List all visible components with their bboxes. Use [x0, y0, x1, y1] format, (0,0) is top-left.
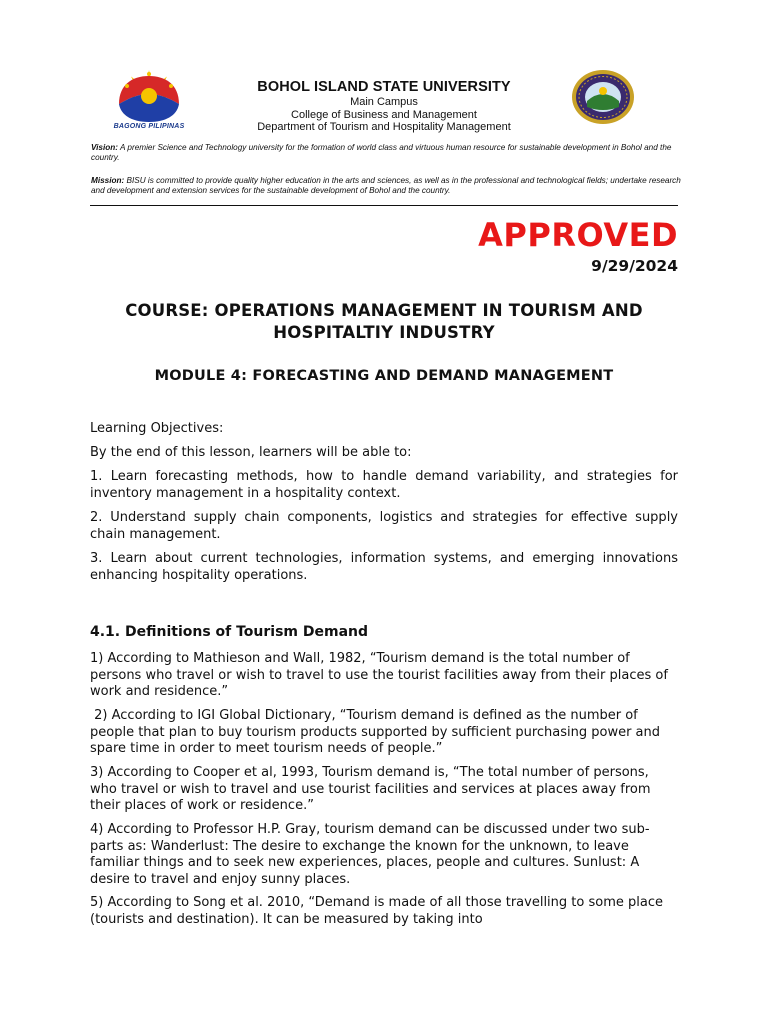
header-divider [90, 205, 678, 206]
vision-text: A premier Science and Technology university for the formation of world class and virtuous human resource for sustainable development in Bohol and the country. [91, 143, 672, 162]
college-name: College of Business and Management [291, 108, 477, 121]
mission-text: BISU is committed to provide quality higher education in the arts and sciences, as well as in the professional and technological fields; undertake research and development and extension services for the sustainable development of Bohol and the country. [91, 176, 681, 195]
university-name: BOHOL ISLAND STATE UNIVERSITY [257, 79, 511, 95]
module-title: MODULE 4: FORECASTING AND DEMAND MANAGEMENT [154, 368, 614, 384]
vision-statement [91, 143, 681, 162]
definition-paragraph: 3) According to Cooper et al, 1993, Tourism demand is, “The total number of persons, who travel or wish to travel and use tourist facilities and services at places away from their places of work or residence.” [90, 765, 651, 813]
section-title: 4.1. Definitions of Tourism Demand [90, 624, 369, 640]
course-title: COURSE: OPERATIONS MANAGEMENT IN TOURISM AND HOSPITALTIY INDUSTRY [125, 301, 643, 342]
bagong-pilipinas-logo [104, 68, 194, 134]
university-header [200, 78, 568, 134]
objective-item: 3. Learn about current technologies, information systems, and emerging innovations enhancing hospitality operations. [90, 551, 678, 583]
definition-paragraph: 1) According to Mathieson and Wall, 1982, “Tourism demand is the total number of persons who travel or wish to travel to use the tourist facilities away from their places of work and residence.” [90, 651, 668, 699]
objective-item: 2. Understand supply chain components, logistics and strategies for effective supply chain management. [90, 510, 678, 542]
mission-label: Mission: [91, 176, 125, 185]
objectives-intro: By the end of this lesson, learners will be able to: [90, 445, 412, 460]
objectives-heading: Learning Objectives: [90, 421, 224, 436]
vision-label: Vision: [91, 143, 118, 152]
definition-paragraph: 2) According to IGI Global Dictionary, “Tourism demand is defined as the number of people that plan to buy tourism products supported by sufficient purchasing power and spare time in order to meet tourism needs of people.” [90, 708, 665, 756]
seal-icon [570, 69, 636, 125]
university-seal [570, 69, 636, 125]
definition-paragraph: 5) According to Song et al. 2010, “Demand is made of all those travelling to some place (tourists and destination). It can be measured by taking into [90, 895, 663, 927]
definition-paragraph: 4) According to Professor H.P. Gray, tourism demand can be discussed under two sub-parts as: Wanderlust: The desire to exchange the known for the unknown, to leave familiar things and to seek new experiences, places, people and cultures. Sunlust: A desire to travel and enjoy sunny places. [90, 822, 650, 887]
logo-caption: BAGONG PILIPINAS [113, 123, 185, 130]
objective-item: 1. Learn forecasting methods, how to handle demand variability, and strategies for inventory management in a hospitality context. [90, 469, 678, 501]
sun-emblem-icon [104, 68, 194, 124]
approval-date: 9/29/2024 [591, 257, 678, 275]
approved-stamp: APPROVED [478, 216, 678, 254]
mission-statement [91, 176, 681, 195]
department-name: Department of Tourism and Hospitality Management [257, 121, 511, 133]
campus-name: Main Campus [350, 96, 418, 108]
